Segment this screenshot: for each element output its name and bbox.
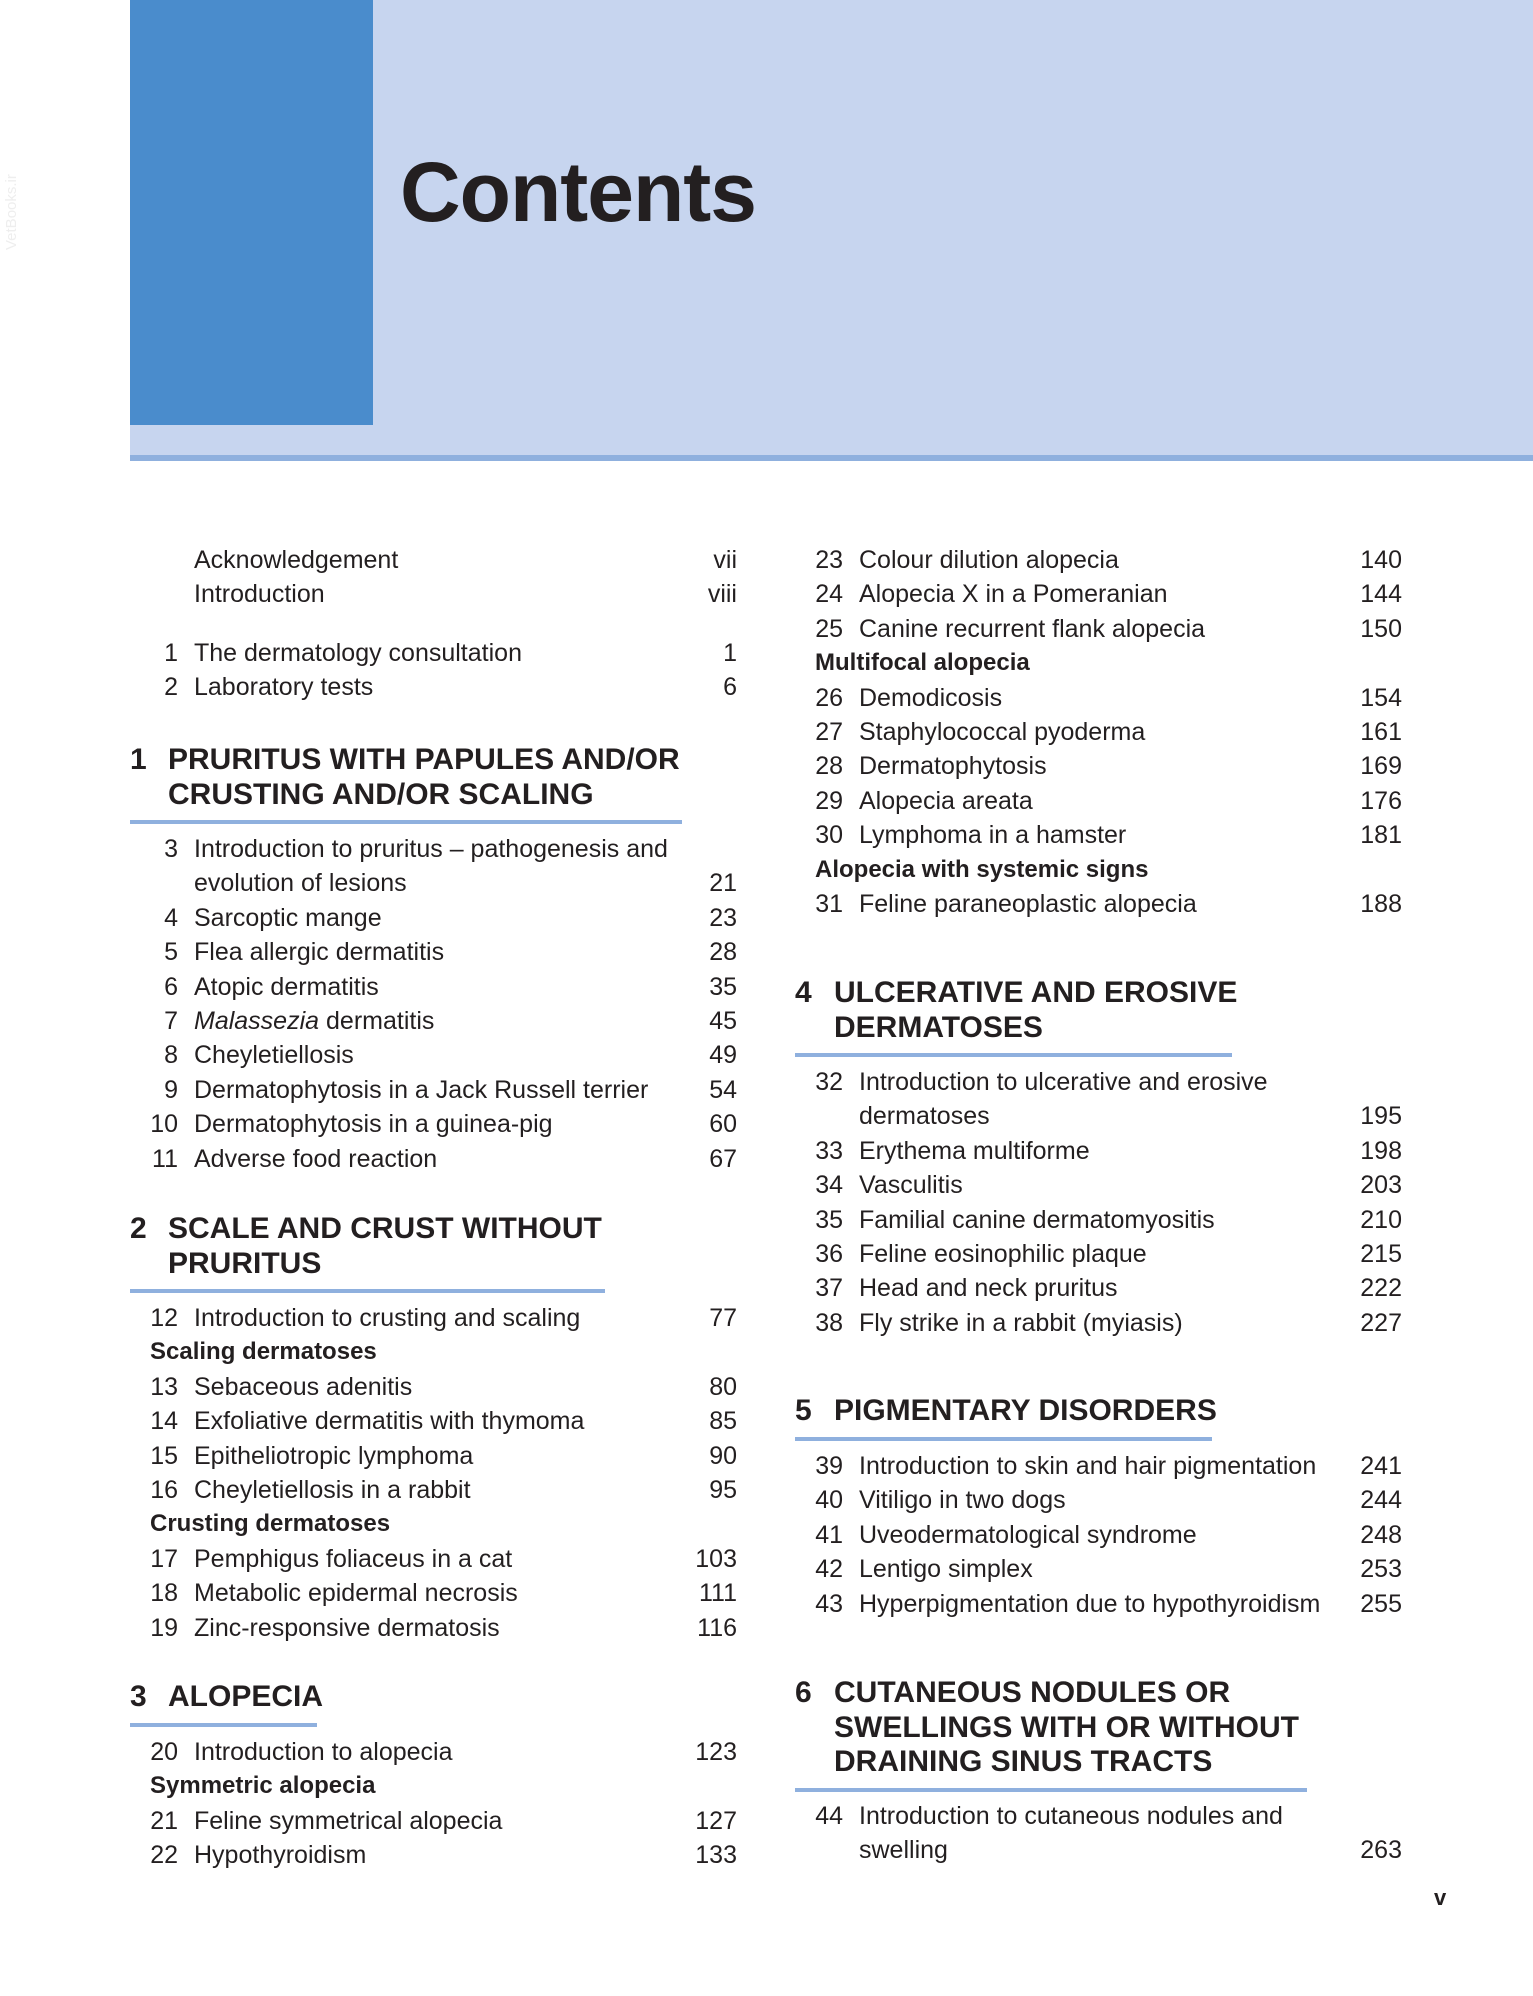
section-rule [795, 1788, 1307, 1792]
entry-page-number: 28 [709, 938, 737, 967]
entry-title: Laboratory tests [194, 673, 374, 702]
entry-number: 23 [815, 546, 843, 574]
entry-page-number: 133 [695, 1841, 737, 1870]
entry-title: Flea allergic dermatitis [194, 938, 445, 967]
entry-title: Dermatophytosis in a guinea-pig [194, 1110, 553, 1139]
entry-number: 41 [815, 1520, 843, 1549]
entry-page-number: 144 [1360, 580, 1402, 609]
section-number: 6 [795, 1676, 812, 1709]
toc-entry[interactable] [0, 1205, 1533, 1235]
entry-number: 39 [815, 1452, 843, 1480]
entry-page-number: 263 [1360, 1836, 1402, 1865]
entry-number: 32 [815, 1068, 843, 1096]
entry-page-number: 103 [695, 1544, 737, 1573]
entry-number: 40 [815, 1486, 843, 1515]
entry-title-continued: swelling [859, 1836, 948, 1865]
entry-page-number: 241 [1360, 1452, 1402, 1480]
toc-entry[interactable] [0, 1136, 1533, 1166]
entry-number: 20 [150, 1738, 178, 1766]
entry-number: 7 [164, 1007, 178, 1035]
entry-number: 26 [815, 683, 843, 712]
toc-entry[interactable] [0, 786, 1533, 816]
entry-number: 15 [150, 1441, 178, 1470]
toc-entry[interactable] [0, 820, 1533, 850]
entry-page-number: 123 [695, 1738, 737, 1766]
entry-page-number: vii [713, 546, 737, 574]
entry-page-number: 90 [709, 1441, 737, 1470]
entry-title: Erythema multiforme [859, 1136, 1090, 1165]
toc-subheading: Multifocal alopecia [815, 649, 1030, 677]
entry-page-number: 169 [1360, 752, 1402, 781]
entry-number: 38 [815, 1308, 843, 1337]
entry-title: Pemphigus foliaceus in a cat [194, 1544, 513, 1573]
page-title: Contents [400, 145, 756, 239]
entry-number: 34 [815, 1171, 843, 1200]
entry-page-number: 95 [709, 1476, 737, 1504]
entry-title: Canine recurrent flank alopecia [859, 614, 1206, 643]
entry-number: 36 [815, 1240, 843, 1268]
entry-number: 42 [815, 1555, 843, 1584]
section-title: PIGMENTARY DISORDERS [834, 1394, 1217, 1427]
entry-number: 14 [150, 1407, 178, 1436]
entry-title: Exfoliative dermatitis with thymoma [194, 1407, 585, 1436]
toc-entry[interactable] [0, 1308, 1533, 1338]
entry-page-number: 215 [1360, 1240, 1402, 1268]
entry-page-number: 181 [1360, 821, 1402, 850]
entry-number: 5 [164, 938, 178, 967]
entry-title: Introduction to cutaneous nodules and [859, 1802, 1283, 1830]
entry-title: Dermatophytosis [859, 752, 1047, 781]
toc-entry[interactable] [0, 1372, 1533, 1402]
entry-number: 6 [164, 972, 178, 1001]
entry-number: 18 [150, 1579, 178, 1608]
section-title: SWELLINGS WITH OR WITHOUT [834, 1710, 1299, 1744]
entry-page-number: 188 [1360, 890, 1402, 918]
toc-entry[interactable] [0, 937, 1533, 967]
toc-entry[interactable] [0, 1589, 1533, 1619]
section-number: 5 [795, 1394, 812, 1427]
entry-title: Lentigo simplex [859, 1555, 1033, 1584]
entry-page-number: 150 [1360, 614, 1402, 643]
entry-title: Acknowledgement [194, 546, 399, 574]
entry-title [194, 1006, 434, 1036]
section-number: 4 [795, 976, 812, 1009]
entry-page-number: 140 [1360, 546, 1402, 574]
entry-title: Vitiligo in two dogs [859, 1486, 1066, 1515]
entry-title: Feline paraneoplastic alopecia [859, 890, 1197, 918]
toc-entry[interactable] [0, 1451, 1533, 1481]
entry-title: Introduction to ulcerative and erosive [859, 1068, 1268, 1096]
toc-subheading: Crusting dermatoses [150, 1510, 391, 1538]
entry-page-number: 222 [1360, 1274, 1402, 1303]
toc-entry[interactable] [0, 1737, 1533, 1767]
toc-subheading: Scaling dermatoses [150, 1338, 377, 1366]
entry-page-number: 6 [723, 673, 737, 702]
entry-number: 2 [164, 673, 178, 702]
toc-entry[interactable] [0, 889, 1533, 919]
entry-page-number: 35 [709, 972, 737, 1001]
entry-title: Alopecia areata [859, 786, 1033, 815]
toc-entry[interactable] [0, 1109, 1533, 1139]
entry-title: Introduction to crusting and scaling [194, 1304, 581, 1332]
entry-number: 17 [150, 1544, 178, 1573]
entry-number: 8 [164, 1041, 178, 1070]
entry-title: Vasculitis [859, 1171, 963, 1200]
entry-title: Introduction [194, 580, 325, 609]
entry-page-number: 127 [695, 1806, 737, 1835]
toc-entry[interactable] [0, 1485, 1533, 1515]
entry-page-number: 161 [1360, 718, 1402, 746]
entry-title: Uveodermatological syndrome [859, 1520, 1197, 1549]
entry-number: 11 [152, 1144, 178, 1173]
entry-page-number: 116 [697, 1613, 737, 1642]
toc-entry[interactable] [0, 1006, 1533, 1036]
entry-number: 12 [150, 1304, 178, 1332]
entry-title-continued: evolution of lesions [194, 869, 407, 898]
section-title: SCALE AND CRUST WITHOUT [168, 1212, 602, 1245]
section-title: CRUSTING AND/OR SCALING [168, 777, 594, 811]
entry-title-italic: Malassezia [194, 1007, 320, 1035]
entry-title: Feline symmetrical alopecia [194, 1806, 503, 1835]
toc-entry[interactable] [0, 579, 1533, 609]
entry-number: 19 [150, 1613, 178, 1642]
entry-number: 28 [815, 752, 843, 781]
entry-number: 1 [164, 639, 178, 667]
entry-title: Zinc-responsive dermatosis [194, 1613, 500, 1642]
entry-title: Hyperpigmentation due to hypothyroidism [859, 1589, 1321, 1618]
entry-page-number: 111 [698, 1579, 737, 1608]
entry-number: 33 [815, 1136, 843, 1165]
toc-entry[interactable] [0, 1170, 1533, 1200]
entry-page-number: 253 [1360, 1555, 1402, 1584]
toc-entry[interactable] [0, 1554, 1533, 1584]
watermark: VetBooks.ir [3, 174, 20, 250]
entry-title-rest: dermatitis [319, 1007, 435, 1035]
section-title: ALOPECIA [168, 1680, 324, 1713]
entry-page-number: 176 [1360, 786, 1402, 815]
entry-page-number: viii [707, 580, 737, 609]
section-number: 3 [130, 1680, 147, 1713]
section-title: DERMATOSES [834, 1010, 1043, 1044]
entry-page-number: 21 [709, 869, 737, 898]
page-number: v [1434, 1885, 1447, 1910]
section-title: ULCERATIVE AND EROSIVE [834, 976, 1238, 1009]
section-title: DRAINING SINUS TRACTS [834, 1745, 1213, 1778]
entry-title: Sebaceous adenitis [194, 1372, 413, 1401]
entry-page-number: 248 [1360, 1520, 1402, 1549]
entry-number: 4 [164, 903, 178, 932]
entry-number: 3 [164, 835, 178, 863]
entry-number: 37 [815, 1274, 843, 1303]
entry-title-continued: dermatoses [859, 1102, 990, 1131]
toc-entry[interactable] [0, 751, 1533, 781]
entry-title: Alopecia X in a Pomeranian [859, 580, 1168, 609]
entry-title: Demodicosis [859, 683, 1003, 712]
entry-number: 16 [150, 1476, 178, 1504]
entry-title: Sarcoptic mange [194, 903, 382, 932]
entry-page-number: 198 [1360, 1136, 1402, 1165]
toc-subheading: Alopecia with systemic signs [815, 855, 1149, 883]
entry-title: Head and neck pruritus [859, 1274, 1118, 1303]
entry-title: Lymphoma in a hamster [859, 821, 1127, 850]
section-title: PRURITUS WITH PAPULES AND/OR [168, 743, 680, 776]
entry-page-number: 244 [1360, 1486, 1402, 1515]
entry-title: Dermatophytosis in a Jack Russell terrier [194, 1075, 649, 1104]
toc-entry[interactable] [0, 1239, 1533, 1269]
entry-number: 21 [150, 1806, 178, 1835]
entry-page-number: 54 [709, 1075, 737, 1104]
entry-page-number: 49 [709, 1041, 737, 1070]
entry-title: Epitheliotropic lymphoma [194, 1441, 474, 1470]
entry-title: Fly strike in a rabbit (myiasis) [859, 1308, 1183, 1337]
toc-entry[interactable] [0, 1273, 1533, 1303]
header-accent-block [130, 0, 373, 425]
entry-title: The dermatology consultation [194, 639, 522, 667]
toc-entry[interactable] [0, 614, 1533, 644]
entry-title: Familial canine dermatomyositis [859, 1205, 1215, 1234]
entry-title: Staphylococcal pyoderma [859, 718, 1146, 746]
entry-number: 43 [815, 1589, 843, 1618]
section-title: PRURITUS [168, 1246, 322, 1280]
toc-entry[interactable] [0, 545, 1533, 575]
entry-page-number: 85 [709, 1407, 737, 1436]
section-number: 2 [130, 1212, 147, 1245]
section-title: CUTANEOUS NODULES OR [834, 1676, 1231, 1709]
section-rule [795, 1053, 1232, 1057]
entry-number: 10 [150, 1110, 178, 1139]
entry-page-number: 67 [709, 1144, 737, 1173]
entry-title: Introduction to alopecia [194, 1738, 453, 1766]
toc-subheading: Symmetric alopecia [150, 1772, 376, 1800]
entry-title: Atopic dermatitis [194, 972, 379, 1001]
toc-entry[interactable] [0, 1040, 1533, 1070]
toc-entry[interactable] [0, 972, 1533, 1002]
entry-page-number: 154 [1360, 683, 1402, 712]
entry-title: Cheyletiellosis in a rabbit [194, 1476, 471, 1504]
entry-title: Colour dilution alopecia [859, 546, 1119, 574]
entry-number: 27 [815, 718, 843, 746]
header-rule [130, 455, 1533, 461]
entry-number: 31 [815, 890, 843, 918]
entry-number: 44 [815, 1802, 843, 1830]
entry-number: 25 [815, 614, 843, 643]
section-rule [130, 1723, 317, 1727]
toc-entry[interactable] [0, 1520, 1533, 1550]
toc-entry[interactable] [0, 1406, 1533, 1436]
entry-number: 13 [150, 1372, 178, 1401]
entry-page-number: 80 [709, 1372, 737, 1401]
entry-page-number: 195 [1360, 1102, 1402, 1131]
entry-page-number: 255 [1360, 1589, 1402, 1618]
entry-number: 35 [815, 1205, 843, 1234]
entry-page-number: 45 [709, 1007, 737, 1035]
section-number: 1 [130, 743, 147, 776]
entry-title: Feline eosinophilic plaque [859, 1240, 1147, 1268]
entry-number: 30 [815, 821, 843, 850]
toc-entry[interactable] [0, 1840, 1533, 1870]
entry-title: Introduction to pruritus – pathogenesis and [194, 835, 668, 863]
entry-number: 24 [815, 580, 843, 609]
entry-page-number: 23 [709, 903, 737, 932]
entry-page-number: 77 [709, 1304, 737, 1332]
entry-title: Cheyletiellosis [194, 1041, 354, 1070]
entry-page-number: 210 [1360, 1205, 1402, 1234]
entry-title: Metabolic epidermal necrosis [194, 1579, 518, 1608]
entry-number: 22 [150, 1841, 178, 1870]
entry-title: Hypothyroidism [194, 1841, 367, 1870]
toc-entry[interactable] [0, 683, 1533, 713]
section-rule [795, 1437, 1212, 1441]
entry-page-number: 227 [1360, 1308, 1402, 1337]
entry-number: 29 [815, 786, 843, 815]
toc-entry[interactable] [0, 717, 1533, 747]
entry-page-number: 60 [709, 1110, 737, 1139]
entry-title: Adverse food reaction [194, 1144, 438, 1173]
entry-page-number: 1 [723, 639, 737, 667]
entry-page-number: 203 [1360, 1171, 1402, 1200]
entry-number: 9 [164, 1075, 178, 1104]
entry-title: Introduction to skin and hair pigmentation [859, 1452, 1317, 1480]
